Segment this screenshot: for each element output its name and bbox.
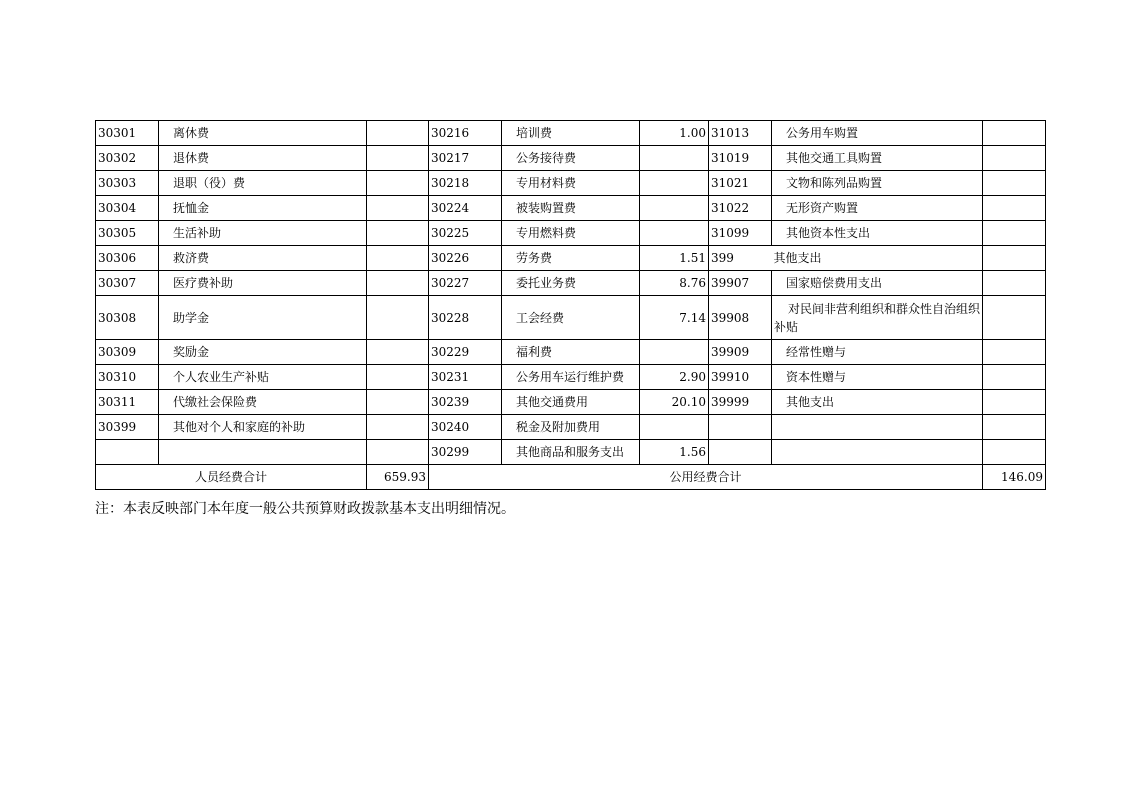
amount-cell bbox=[367, 340, 429, 365]
table-row bbox=[96, 146, 1046, 171]
amount-cell bbox=[640, 340, 709, 365]
amount-cell bbox=[367, 365, 429, 390]
name-cell: 劳务费 bbox=[502, 246, 640, 271]
table-row bbox=[96, 171, 1046, 196]
name-cell: 其他交通工具购置 bbox=[772, 146, 983, 171]
amount-cell bbox=[983, 246, 1046, 271]
code-cell: 30218 bbox=[429, 171, 502, 196]
code-cell: 30399 bbox=[96, 415, 159, 440]
code-cell: 39999 bbox=[709, 390, 772, 415]
amount-cell bbox=[367, 390, 429, 415]
amount-cell bbox=[367, 271, 429, 296]
code-cell: 39909 bbox=[709, 340, 772, 365]
name-cell: 抚恤金 bbox=[159, 196, 367, 221]
name-cell: 生活补助 bbox=[159, 221, 367, 246]
amount-cell bbox=[983, 296, 1046, 340]
code-cell: 30310 bbox=[96, 365, 159, 390]
name-cell: 工会经费 bbox=[502, 296, 640, 340]
amount-cell bbox=[983, 415, 1046, 440]
code-cell: 30301 bbox=[96, 121, 159, 146]
code-cell: 31013 bbox=[709, 121, 772, 146]
name-cell: 无形资产购置 bbox=[772, 196, 983, 221]
code-cell: 30239 bbox=[429, 390, 502, 415]
table-row bbox=[96, 390, 1046, 415]
code-cell: 30303 bbox=[96, 171, 159, 196]
name-cell: 专用燃料费 bbox=[502, 221, 640, 246]
name-cell: 其他资本性支出 bbox=[772, 221, 983, 246]
code-cell: 31099 bbox=[709, 221, 772, 246]
name-cell: 委托业务费 bbox=[502, 271, 640, 296]
code-cell bbox=[709, 415, 772, 440]
name-cell: 其他商品和服务支出 bbox=[502, 440, 640, 465]
name-cell: 国家赔偿费用支出 bbox=[772, 271, 983, 296]
amount-cell bbox=[983, 365, 1046, 390]
totals-row bbox=[96, 465, 1046, 490]
amount-cell bbox=[367, 221, 429, 246]
name-cell: 其他支出 bbox=[772, 390, 983, 415]
public-total-label: 公用经费合计 bbox=[429, 465, 983, 490]
code-cell: 31019 bbox=[709, 146, 772, 171]
amount-cell bbox=[640, 196, 709, 221]
amount-cell bbox=[367, 415, 429, 440]
name-cell: 医疗费补助 bbox=[159, 271, 367, 296]
name-cell: 公务用车购置 bbox=[772, 121, 983, 146]
amount-cell: 1.00 bbox=[640, 121, 709, 146]
table-row bbox=[96, 365, 1046, 390]
name-cell: 对民间非营利组织和群众性自治组织补贴 bbox=[772, 296, 983, 340]
amount-cell bbox=[367, 196, 429, 221]
table-note: 注：本表反映部门本年度一般公共预算财政拨款基本支出明细情况。 bbox=[95, 501, 515, 517]
personnel-total-value: 659.93 bbox=[367, 465, 429, 490]
amount-cell bbox=[983, 440, 1046, 465]
amount-cell bbox=[983, 196, 1046, 221]
name-cell: 助学金 bbox=[159, 296, 367, 340]
amount-cell bbox=[640, 146, 709, 171]
code-cell: 30224 bbox=[429, 196, 502, 221]
table-row bbox=[96, 415, 1046, 440]
amount-cell: 1.51 bbox=[640, 246, 709, 271]
name-cell: 培训费 bbox=[502, 121, 640, 146]
code-cell: 30302 bbox=[96, 146, 159, 171]
personnel-total-label: 人员经费合计 bbox=[96, 465, 367, 490]
code-cell: 30299 bbox=[429, 440, 502, 465]
name-cell: 被装购置费 bbox=[502, 196, 640, 221]
code-cell: 30231 bbox=[429, 365, 502, 390]
table-row bbox=[96, 246, 1046, 271]
amount-cell: 20.10 bbox=[640, 390, 709, 415]
name-cell: 专用材料费 bbox=[502, 171, 640, 196]
table-row bbox=[96, 121, 1046, 146]
name-cell bbox=[159, 440, 367, 465]
table-row bbox=[96, 296, 1046, 340]
code-cell: 30311 bbox=[96, 390, 159, 415]
code-cell: 30307 bbox=[96, 271, 159, 296]
code-cell: 30304 bbox=[96, 196, 159, 221]
name-cell: 离休费 bbox=[159, 121, 367, 146]
name-cell bbox=[772, 415, 983, 440]
table-row bbox=[96, 271, 1046, 296]
amount-cell bbox=[983, 390, 1046, 415]
code-cell: 30226 bbox=[429, 246, 502, 271]
code-cell: 30306 bbox=[96, 246, 159, 271]
amount-cell bbox=[983, 340, 1046, 365]
name-cell: 福利费 bbox=[502, 340, 640, 365]
amount-cell bbox=[983, 221, 1046, 246]
code-cell: 30308 bbox=[96, 296, 159, 340]
table-row bbox=[96, 440, 1046, 465]
table-row bbox=[96, 196, 1046, 221]
name-cell: 其他支出 bbox=[772, 246, 983, 271]
code-cell: 39908 bbox=[709, 296, 772, 340]
expenditure-detail-table bbox=[95, 120, 1046, 490]
name-cell bbox=[772, 440, 983, 465]
amount-cell bbox=[983, 271, 1046, 296]
amount-cell bbox=[640, 415, 709, 440]
amount-cell bbox=[367, 246, 429, 271]
amount-cell: 8.76 bbox=[640, 271, 709, 296]
code-cell: 30217 bbox=[429, 146, 502, 171]
name-cell: 其他交通费用 bbox=[502, 390, 640, 415]
name-cell: 奖励金 bbox=[159, 340, 367, 365]
name-cell: 退职（役）费 bbox=[159, 171, 367, 196]
code-cell: 30305 bbox=[96, 221, 159, 246]
name-cell: 其他对个人和家庭的补助 bbox=[159, 415, 367, 440]
code-cell: 39910 bbox=[709, 365, 772, 390]
name-cell: 资本性赠与 bbox=[772, 365, 983, 390]
code-cell: 30227 bbox=[429, 271, 502, 296]
code-cell: 30228 bbox=[429, 296, 502, 340]
name-cell: 个人农业生产补贴 bbox=[159, 365, 367, 390]
code-cell bbox=[709, 440, 772, 465]
amount-cell bbox=[367, 296, 429, 340]
public-total-value: 146.09 bbox=[983, 465, 1046, 490]
amount-cell bbox=[640, 171, 709, 196]
name-cell: 经常性赠与 bbox=[772, 340, 983, 365]
table-row bbox=[96, 340, 1046, 365]
code-cell bbox=[96, 440, 159, 465]
amount-cell bbox=[983, 121, 1046, 146]
name-cell: 代缴社会保险费 bbox=[159, 390, 367, 415]
amount-cell bbox=[983, 171, 1046, 196]
code-cell: 30216 bbox=[429, 121, 502, 146]
code-cell: 30225 bbox=[429, 221, 502, 246]
amount-cell bbox=[983, 146, 1046, 171]
amount-cell bbox=[640, 221, 709, 246]
name-cell: 文物和陈列品购置 bbox=[772, 171, 983, 196]
code-cell: 30229 bbox=[429, 340, 502, 365]
amount-cell bbox=[367, 146, 429, 171]
name-cell: 公务接待费 bbox=[502, 146, 640, 171]
code-cell: 31021 bbox=[709, 171, 772, 196]
name-cell: 公务用车运行维护费 bbox=[502, 365, 640, 390]
amount-cell: 2.90 bbox=[640, 365, 709, 390]
amount-cell: 1.56 bbox=[640, 440, 709, 465]
code-cell: 31022 bbox=[709, 196, 772, 221]
amount-cell: 7.14 bbox=[640, 296, 709, 340]
amount-cell bbox=[367, 440, 429, 465]
name-cell: 救济费 bbox=[159, 246, 367, 271]
table-row bbox=[96, 221, 1046, 246]
amount-cell bbox=[367, 121, 429, 146]
code-cell: 399 bbox=[709, 246, 772, 271]
name-cell: 退休费 bbox=[159, 146, 367, 171]
code-cell: 39907 bbox=[709, 271, 772, 296]
amount-cell bbox=[367, 171, 429, 196]
name-cell: 税金及附加费用 bbox=[502, 415, 640, 440]
code-cell: 30309 bbox=[96, 340, 159, 365]
code-cell: 30240 bbox=[429, 415, 502, 440]
